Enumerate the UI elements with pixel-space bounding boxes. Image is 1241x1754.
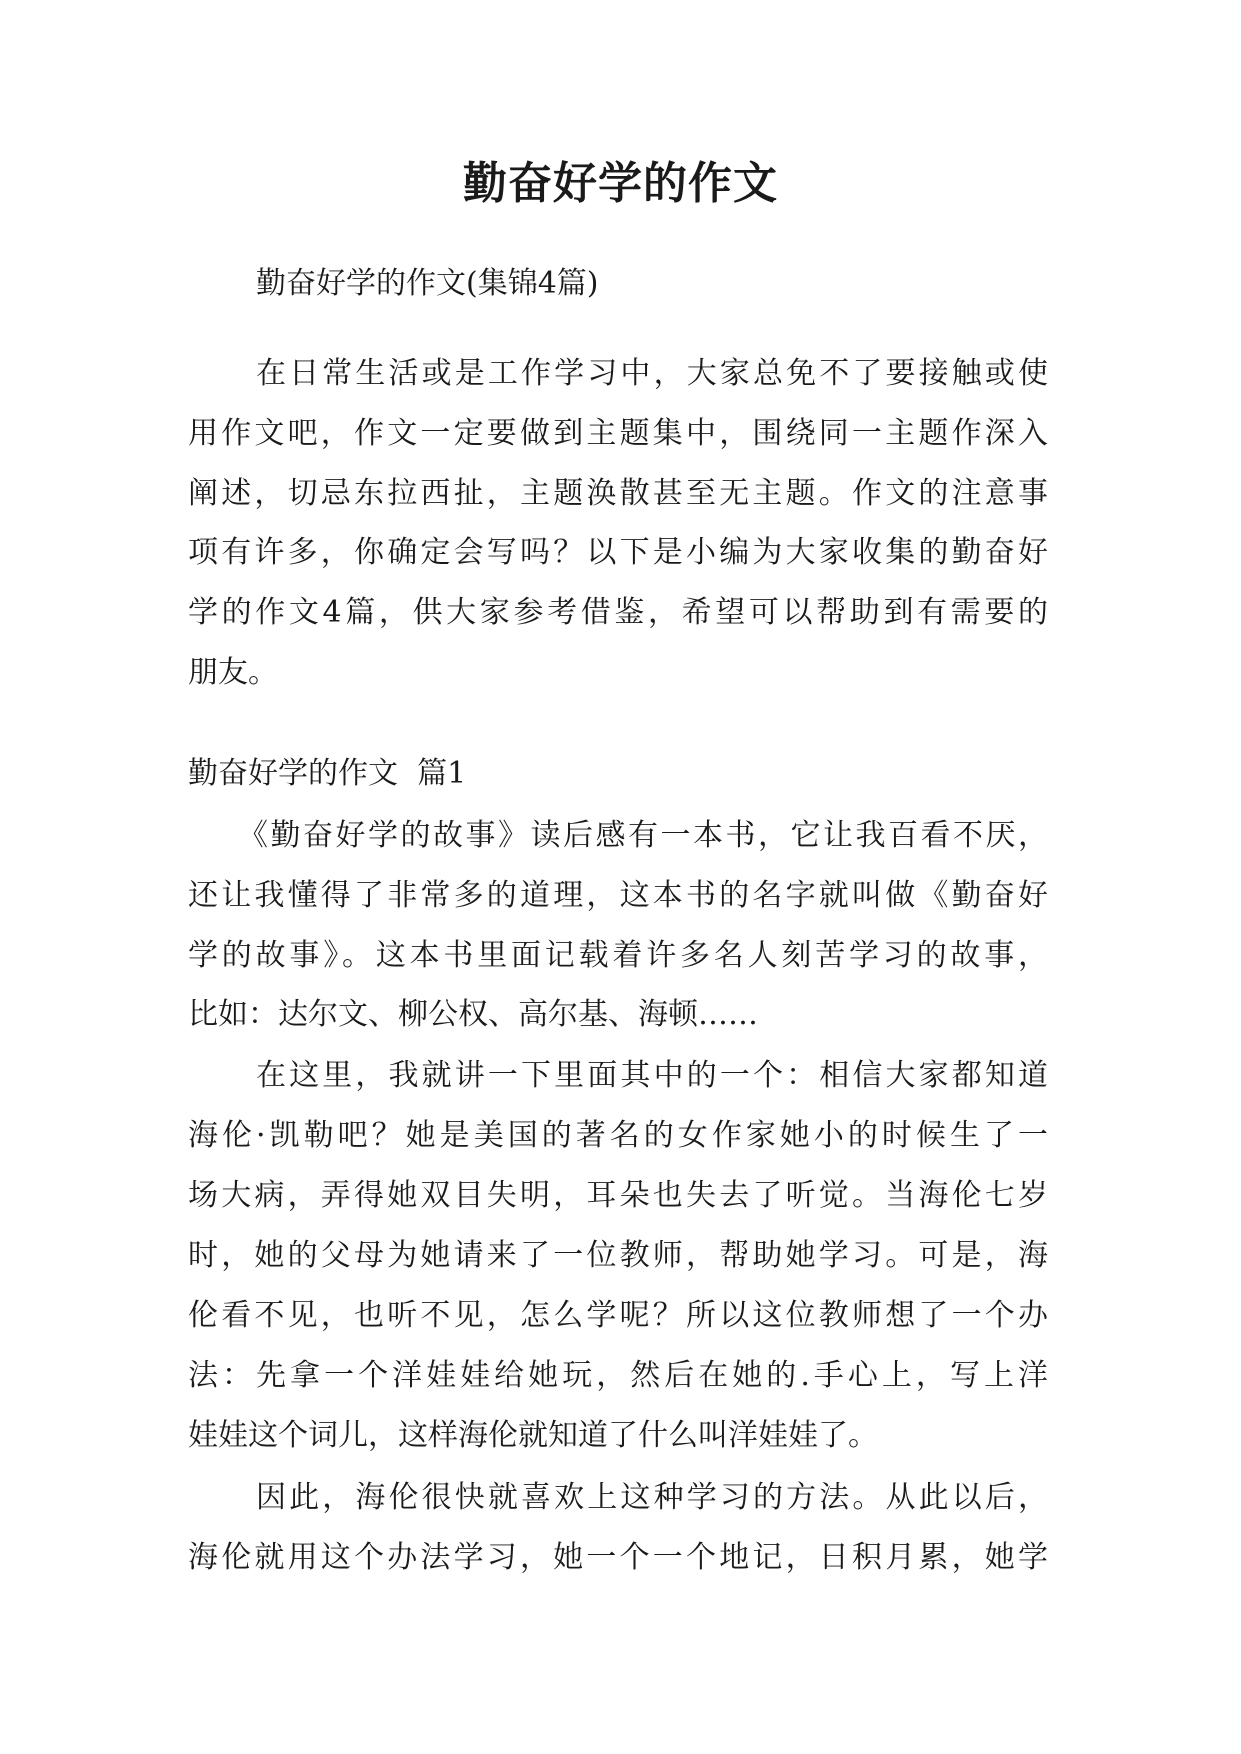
paragraph-line: 时，她的父母为她请来了一位教师，帮助她学习。可是，海: [188, 1238, 1048, 1273]
paragraph-line: 场大病，弄得她双目失明，耳朵也失去了听觉。当海伦七岁: [188, 1178, 1048, 1213]
paragraph-line: 阐述，切忌东拉西扯，主题涣散甚至无主题。作文的注意事: [188, 476, 1048, 511]
paragraph-line: 学的作文4篇，供大家参考借鉴，希望可以帮助到有需要的: [188, 595, 1048, 630]
paragraph-line: 《勤奋好学的故事》读后感有一本书，它让我百看不厌，: [238, 818, 1048, 853]
paragraph-line: 在日常生活或是工作学习中，大家总免不了要接触或使: [256, 356, 1048, 391]
paragraph-line: 朋友。: [188, 655, 278, 690]
paragraph-line: 伦看不见，也听不见，怎么学呢？所以这位教师想了一个办: [188, 1298, 1048, 1333]
section-heading: 勤奋好学的作文 篇1: [188, 756, 467, 791]
paragraph-line: 用作文吧，作文一定要做到主题集中，围绕同一主题作深入: [188, 416, 1048, 451]
paragraph-line: 海伦·凯勒吧？她是美国的著名的女作家她小的时候生了一: [188, 1118, 1048, 1153]
document-title: 勤奋好学的作文: [463, 158, 778, 209]
paragraph-line: 娃娃这个词儿，这样海伦就知道了什么叫洋娃娃了。: [188, 1418, 878, 1453]
document-subtitle: 勤奋好学的作文(集锦4篇): [256, 266, 599, 301]
paragraph-line: 比如：达尔文、柳公权、高尔基、海顿……: [188, 997, 758, 1032]
paragraph-line: 法：先拿一个洋娃娃给她玩，然后在她的.手心上，写上洋: [188, 1358, 1048, 1393]
paragraph-line: 海伦就用这个办法学习，她一个一个地记，日积月累，她学: [188, 1540, 1048, 1575]
paragraph-line: 因此，海伦很快就喜欢上这种学习的方法。从此以后，: [256, 1480, 1048, 1515]
paragraph-line: 还让我懂得了非常多的道理，这本书的名字就叫做《勤奋好: [188, 878, 1048, 913]
paragraph-line: 在这里，我就讲一下里面其中的一个：相信大家都知道: [256, 1058, 1048, 1093]
paragraph-line: 项有许多，你确定会写吗？以下是小编为大家收集的勤奋好: [188, 535, 1048, 570]
paragraph-line: 学的故事》。这本书里面记载着许多名人刻苦学习的故事，: [188, 938, 1048, 973]
